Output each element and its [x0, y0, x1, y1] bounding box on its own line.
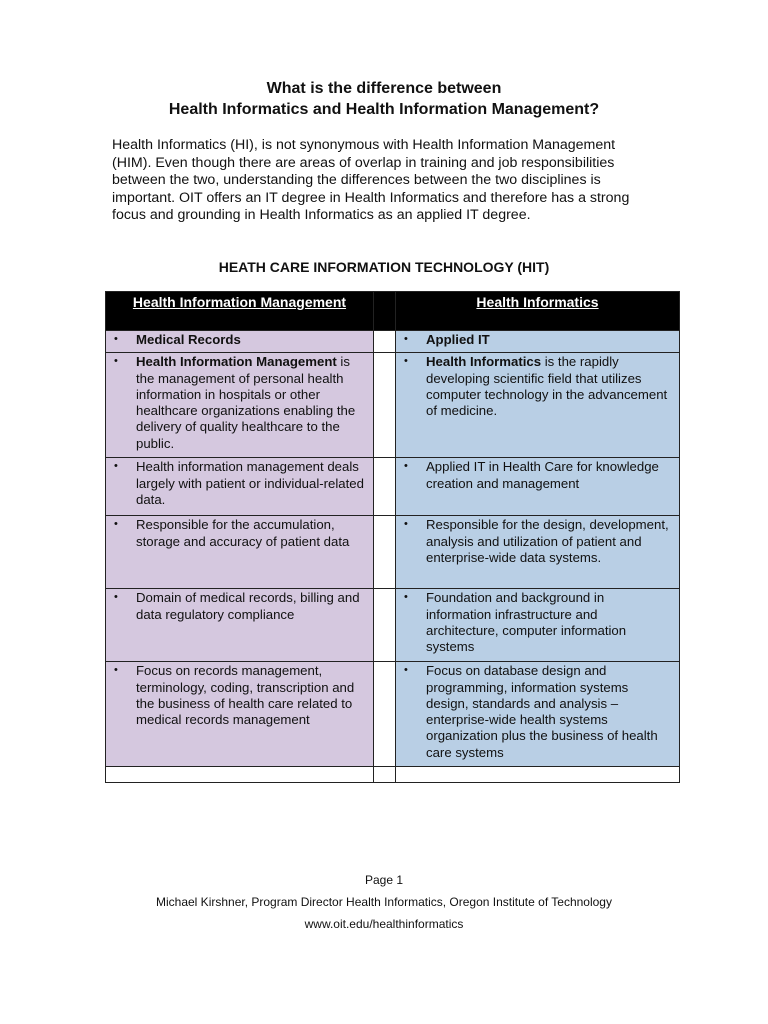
header-gap [374, 292, 396, 331]
bullet-icon: • [114, 518, 118, 531]
gap-cell [374, 516, 396, 589]
bullet-icon: • [114, 591, 118, 604]
table-row [106, 516, 680, 589]
footer-url: www.oit.edu/healthinformatics [304, 917, 464, 931]
cell-text: Health information management deals largely with patient or individual-related data. [136, 459, 364, 507]
section-heading: HEATH CARE INFORMATION TECHNOLOGY (HIT) [218, 259, 550, 275]
title-line-2: Health Informatics and Health Information Management? [168, 101, 600, 118]
footer-page-number: Page 1 [364, 873, 404, 887]
him-cell [106, 589, 374, 662]
cell-bold-text: Health Informatics [426, 354, 542, 370]
cell-text: Foundation and background in information infrastructure and architecture, computer information systems [426, 590, 627, 655]
bullet-icon: • [404, 664, 408, 677]
page-title [0, 78, 768, 120]
comparison-table [105, 291, 680, 783]
cell-text: Applied IT in Health Care for knowledge creation and management [426, 459, 659, 491]
bullet-icon: • [404, 333, 408, 345]
table-row [106, 458, 680, 516]
intro-paragraph: Health Informatics (HI), is not synonymous with Health Information Management (HIM). Even though there are areas of overlap in training and job responsibilities between the two, understanding the differences between the two disciplines is important. OIT offers an IT degree in Health Informatics and therefore has a strong focus and grounding in Health Informatics as an applied IT degree. [112, 137, 630, 223]
empty-cell [396, 767, 680, 783]
cell-text: Responsible for the design, development, analysis and utilization of patient and enterprise-wide data systems. [426, 517, 669, 565]
bullet-icon: • [114, 664, 118, 677]
table-body [106, 331, 680, 783]
header-hi: Health Informatics [396, 292, 680, 331]
cell-bold-text: Health Information Management [136, 354, 337, 370]
table-row [106, 589, 680, 662]
bullet-icon: • [404, 460, 408, 473]
him-cell [106, 353, 374, 458]
table-header-row [106, 292, 680, 331]
cell-text: is the rapidly developing scientific field that utilizes computer technology in the advancement of medicine. [426, 354, 668, 419]
cell-text: Responsible for the accumulation, storage and accuracy of patient data [136, 517, 350, 549]
hi-cell [396, 331, 680, 353]
table-row [106, 353, 680, 458]
gap-cell [374, 662, 396, 767]
gap-cell [374, 353, 396, 458]
bullet-icon: • [114, 355, 118, 368]
gap-cell [374, 589, 396, 662]
footer-author: Michael Kirshner, Program Director Health Informatics, Oregon Institute of Technology [156, 895, 612, 909]
empty-row [106, 767, 680, 783]
gap-cell [374, 458, 396, 516]
bullet-icon: • [404, 591, 408, 604]
bullet-icon: • [114, 460, 118, 473]
empty-cell [106, 767, 374, 783]
him-cell [106, 331, 374, 353]
cell-bold-text: Medical Records [136, 332, 241, 347]
table-row [106, 662, 680, 767]
hi-cell [396, 353, 680, 458]
hi-cell [396, 458, 680, 516]
cell-text: Focus on records management, terminology, coding, transcription and the business of health care related to medical records management [136, 663, 355, 728]
table-row [106, 331, 680, 353]
cell-text: is the management of personal health information in hospitals or other healthcare organizations enabling the delivery of quality healthcare to the public. [136, 354, 356, 451]
him-cell [106, 516, 374, 589]
him-cell [106, 458, 374, 516]
bullet-icon: • [114, 333, 118, 345]
gap-cell [374, 331, 396, 353]
cell-text: Domain of medical records, billing and data regulatory compliance [136, 590, 360, 622]
header-him: Health Information Management [106, 292, 374, 331]
empty-cell [374, 767, 396, 783]
bullet-icon: • [404, 518, 408, 531]
hi-cell [396, 662, 680, 767]
cell-bold-text: Applied IT [426, 332, 490, 347]
cell-text: Focus on database design and programming, information systems design, standards and analysis – enterprise-wide health systems organization plus the business of health care systems [426, 663, 658, 760]
hi-cell [396, 516, 680, 589]
bullet-icon: • [404, 355, 408, 368]
him-cell [106, 662, 374, 767]
hi-cell [396, 589, 680, 662]
title-line-1: What is the difference between [266, 80, 502, 97]
